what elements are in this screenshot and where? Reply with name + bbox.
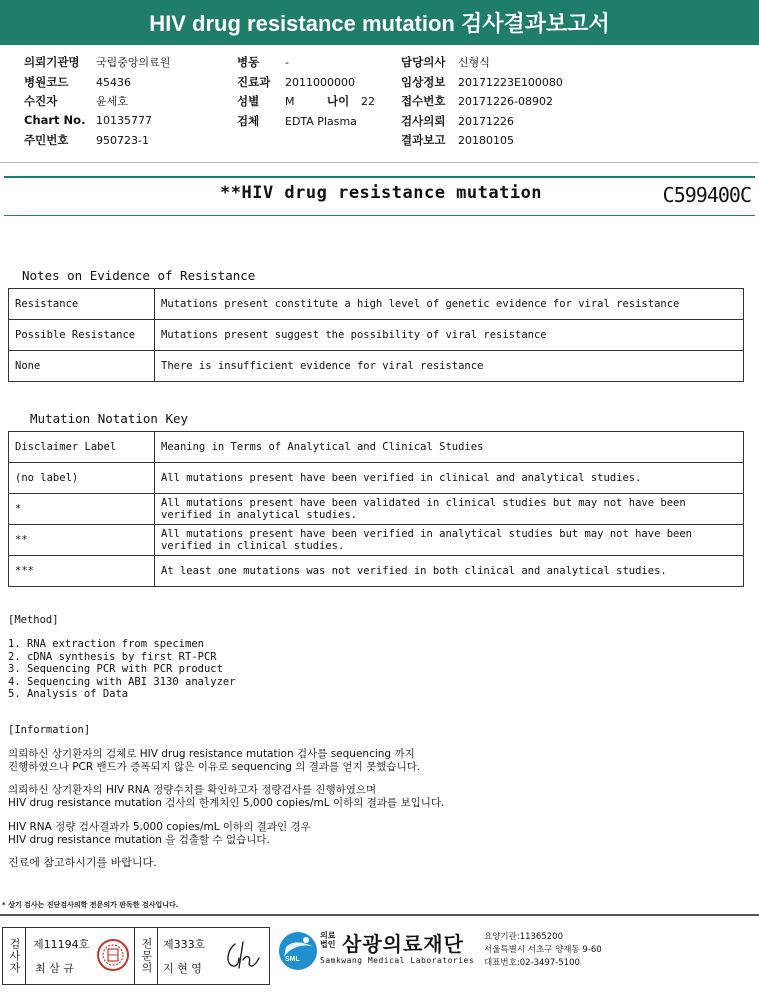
header-divider xyxy=(0,162,759,163)
org-name: 삼광의료재단 xyxy=(342,932,464,956)
age-label: 나이 xyxy=(327,94,350,108)
notes-table xyxy=(8,288,744,382)
table-row xyxy=(9,525,744,556)
org-details xyxy=(484,931,602,970)
notes-label: Resistance xyxy=(9,289,155,320)
info-value: 신형식 xyxy=(458,56,490,69)
logo-text: SML xyxy=(285,956,300,963)
signature-box xyxy=(2,927,270,985)
specialist-id: 제333호 xyxy=(163,938,206,951)
method-step: 2. cDNA synthesis by first RT-PCR xyxy=(8,650,217,663)
specialist-name: 지 현 영 xyxy=(163,962,202,975)
info-label: 병원코드 xyxy=(24,74,69,89)
info-value: M xyxy=(285,95,295,108)
table-row xyxy=(9,556,744,587)
info-line: HIV RNA 정량 검사결과가 5,000 copies/mL 이하의 결과인 경우 xyxy=(8,821,311,833)
info-label: 검사의뢰 xyxy=(401,113,446,128)
key-text: Meaning in Terms of Analytical and Clinical Studies xyxy=(155,432,744,463)
info-value: - xyxy=(285,56,289,69)
specialist-role-text: 전문의 xyxy=(140,938,153,974)
info-value: 20171226-08902 xyxy=(458,95,553,108)
info-label: 결과보고 xyxy=(401,133,446,147)
test-bottom-rule xyxy=(4,215,755,216)
inspector-id: 제11194호 xyxy=(33,938,90,951)
signature-icon xyxy=(221,938,263,974)
key-text: At least one mutations was not verified in both clinical and analytical studies. xyxy=(155,556,744,587)
notes-text: Mutations present constitute a high level of genetic evidence for viral resistance xyxy=(155,289,744,320)
notes-text: Mutations present suggest the possibility of viral resistance xyxy=(155,320,744,351)
org-prefix-text: 의료법인 xyxy=(320,931,336,949)
info-paragraph xyxy=(8,857,157,870)
table-row xyxy=(9,289,744,320)
info-value: 45436 xyxy=(96,75,131,89)
info-value: 국립중앙의료원 xyxy=(96,56,171,69)
info-line: HIV drug resistance mutation 검사의 한계치인 5,000 copies/mL 이하의 결과를 보입니다. xyxy=(8,796,445,809)
info-label: 성별 xyxy=(237,94,260,108)
org-prefix xyxy=(320,931,340,949)
specialist-role xyxy=(134,928,158,984)
notes-label: None xyxy=(9,351,155,382)
notes-label: Possible Resistance xyxy=(9,320,155,351)
info-label: 병동 xyxy=(237,55,260,69)
info-label: 의뢰기관명 xyxy=(24,55,80,69)
test-code: C599400C xyxy=(662,183,751,207)
org-logo-icon xyxy=(276,929,320,973)
info-label: Chart No. xyxy=(24,112,86,127)
method-steps xyxy=(8,638,236,701)
footer-divider xyxy=(0,914,759,916)
key-label: *** xyxy=(9,556,155,587)
key-label: (no label) xyxy=(9,463,155,494)
notes-text: There is insufficient evidence for viral resistance xyxy=(155,351,744,382)
org-address: 서울특별시 서초구 양재동 9-60 xyxy=(484,945,602,955)
key-text: All mutations present have been verified in clinical and analytical studies. xyxy=(155,463,744,494)
key-label: ** xyxy=(9,525,155,556)
patient-info xyxy=(0,47,759,162)
info-value: EDTA Plasma xyxy=(285,114,357,128)
inspector-role-text: 검사자 xyxy=(8,938,21,974)
org-phone: 대표번호:02-3497-5100 xyxy=(484,958,580,968)
info-label: 접수번호 xyxy=(401,94,446,108)
info-value: 20171223E100080 xyxy=(458,75,563,89)
info-paragraph xyxy=(8,821,311,846)
info-label: 임상정보 xyxy=(401,74,446,89)
info-label: 수진자 xyxy=(24,94,58,108)
info-value: 20171226 xyxy=(458,114,514,128)
info-value: 20180105 xyxy=(458,134,514,147)
notes-heading: Notes on Evidence of Resistance xyxy=(22,268,256,283)
info-col-1 xyxy=(24,54,224,152)
info-line: 의뢰하신 상기환자의 HIV RNA 정량수치를 확인하고자 정량검사를 진행하였으며 xyxy=(8,784,377,796)
info-value: 윤세호 xyxy=(96,95,128,108)
key-heading: Mutation Notation Key xyxy=(30,411,189,426)
method-heading: [Method] xyxy=(8,614,59,626)
info-heading: [Information] xyxy=(8,724,91,736)
table-row xyxy=(9,494,744,525)
table-row xyxy=(9,463,744,494)
info-line: 의뢰하신 상기환자의 검체로 HIV drug resistance mutation 검사를 sequencing 까지 xyxy=(8,748,415,760)
method-step: 5. Analysis of Data xyxy=(8,688,129,700)
info-value: 2011000000 xyxy=(285,75,355,89)
report-title: HIV drug resistance mutation 검사결과보고서 xyxy=(0,0,759,45)
info-line: 진료에 참고하시기를 바랍니다. xyxy=(8,856,157,869)
key-table xyxy=(8,431,744,587)
info-col-2 xyxy=(237,54,397,132)
test-top-rule xyxy=(4,176,755,178)
test-name: **HIV drug resistance mutation xyxy=(220,183,543,203)
info-line: 진행하였으나 PCR 밴드가 증폭되지 않은 이유로 sequencing 의 결과를 얻지 못했습니다. xyxy=(8,760,421,773)
info-paragraph xyxy=(8,784,444,809)
org-english: Samkwang Medical Laboratories xyxy=(320,956,475,965)
table-row xyxy=(9,432,744,463)
info-col-3 xyxy=(401,54,601,152)
method-step: 4. Sequencing with ABI 3130 analyzer xyxy=(8,675,236,688)
info-label: 담당의사 xyxy=(401,55,446,69)
info-label: 진료과 xyxy=(237,74,271,89)
info-value: 10135777 xyxy=(96,113,152,127)
info-label: 검체 xyxy=(237,113,260,128)
method-step: 3. Sequencing PCR with PCR product xyxy=(8,663,223,675)
method-step: 1. RNA extraction from specimen xyxy=(8,638,204,650)
org-code: 요양기관:11365200 xyxy=(484,932,563,942)
key-text: All mutations present have been verified in analytical studies but may not have been verified in clinical studies. xyxy=(155,525,744,556)
info-line: HIV drug resistance mutation 을 검출할 수 없습니다. xyxy=(8,833,270,846)
seal-stamp-icon xyxy=(96,938,130,972)
info-value: 950723-1 xyxy=(96,134,149,147)
table-row xyxy=(9,320,744,351)
table-row xyxy=(9,351,744,382)
age-value: 22 xyxy=(361,95,375,108)
inspector-role xyxy=(3,928,26,984)
key-label: * xyxy=(9,494,155,525)
key-label: Disclaimer Label xyxy=(9,432,155,463)
disclaimer: * 상기 검사는 진단검사의학 전문의가 판독한 검사입니다. xyxy=(2,901,179,909)
inspector-name: 최 삼 규 xyxy=(35,962,74,975)
info-label: 주민번호 xyxy=(24,133,69,147)
info-paragraph xyxy=(8,748,420,773)
key-text: All mutations present have been validated in clinical studies but may not have been verified in analytical studies. xyxy=(155,494,744,525)
